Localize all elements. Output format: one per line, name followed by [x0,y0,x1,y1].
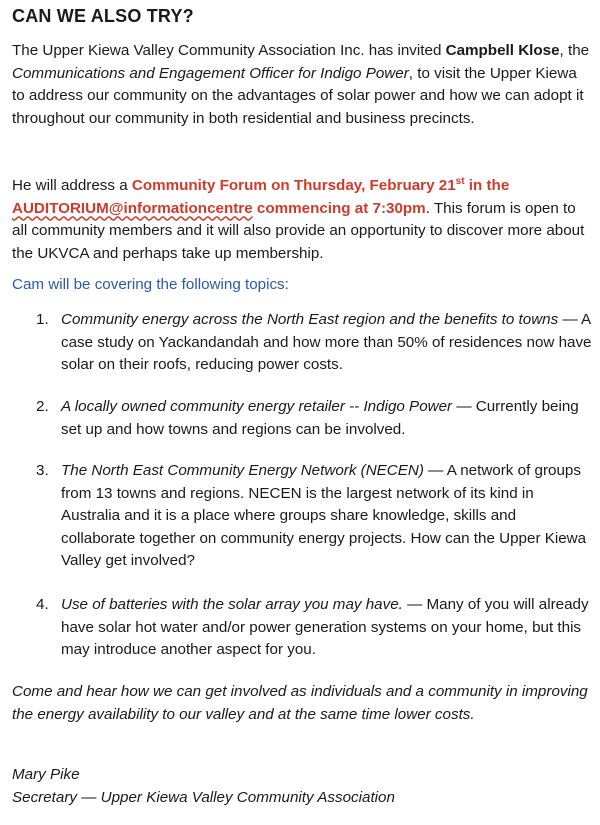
intro-text-2: , the [559,42,590,59]
topic-number: 4. [36,596,49,613]
topic-description: — A case study on Yackandandah and how more than 50% of residences now have solar on their roofs, reducing power costs. [61,311,592,373]
speaker-name: Campbell Klose [445,42,560,59]
signature-title: Secretary — Upper Kiewa Valley Community Association [12,789,395,806]
topic-title: A locally owned community energy retailer -- Indigo Power [61,398,453,415]
topic-number: 2. [36,398,49,415]
forum-text-1: He will address a [12,177,132,195]
topic-title: The North East Community Energy Network (NECEN) [61,462,424,479]
intro-text-3: , to visit the Upper Kiewa to address our community on the advantages of solar power and how we can adopt it throughout our community in both residential and business precincts. [12,64,584,127]
topic-item [36,460,592,573]
forum-text-2: . This forum is open to all community members and it will also provide an opportunity to discover more about the UKVCA and perhaps take up membership. [12,199,585,262]
topic-description: — Currently being set up and how towns and regions can be involved. [61,398,579,438]
topic-number: 1. [36,311,49,328]
forum-event: Community Forum on Thursday, February 21st in the AUDITORIUM@informationcentre commencing at 7:30pm [12,176,510,217]
forum-paragraph [12,171,592,265]
intro-paragraph [12,40,592,130]
topic-item [36,594,592,662]
topic-description: — A network of groups from 13 towns and regions. NECEN is the largest network of its kind in Australia and it is a place where groups share knowledge, skills and collaborate together on community energy projects. How can the Upper Kiewa Valley get involved? [61,462,587,569]
topic-description: — Many of you will already have solar hot water and/or power generation systems on your home, but this may introduce another aspect for you. [61,596,589,658]
forum-venue: AUDITORIUM@informationcentre [12,199,253,217]
closing-paragraph: Come and hear how we can get involved as individuals and a community in improving the energy availability to our valley and at the same time lower costs. [12,683,588,723]
topic-number: 3. [36,462,49,479]
intro-text-1: The Upper Kiewa Valley Community Association Inc. has invited [12,42,446,59]
date-suffix: st [455,176,465,187]
topic-item [36,396,592,441]
topic-title: Use of batteries with the solar array you may have. [61,596,403,613]
forum-time: commencing at 7:30pm [252,199,426,217]
topic-title: Community energy across the North East region and the benefits to towns [61,311,559,328]
signature-name: Mary Pike [12,766,80,783]
topic-item [36,309,592,377]
page-heading: CAN WE ALSO TRY? [12,6,194,26]
speaker-role: Communications and Engagement Officer for Indigo Power [12,64,409,82]
topics-intro: Cam will be covering the following topics: [12,276,289,293]
